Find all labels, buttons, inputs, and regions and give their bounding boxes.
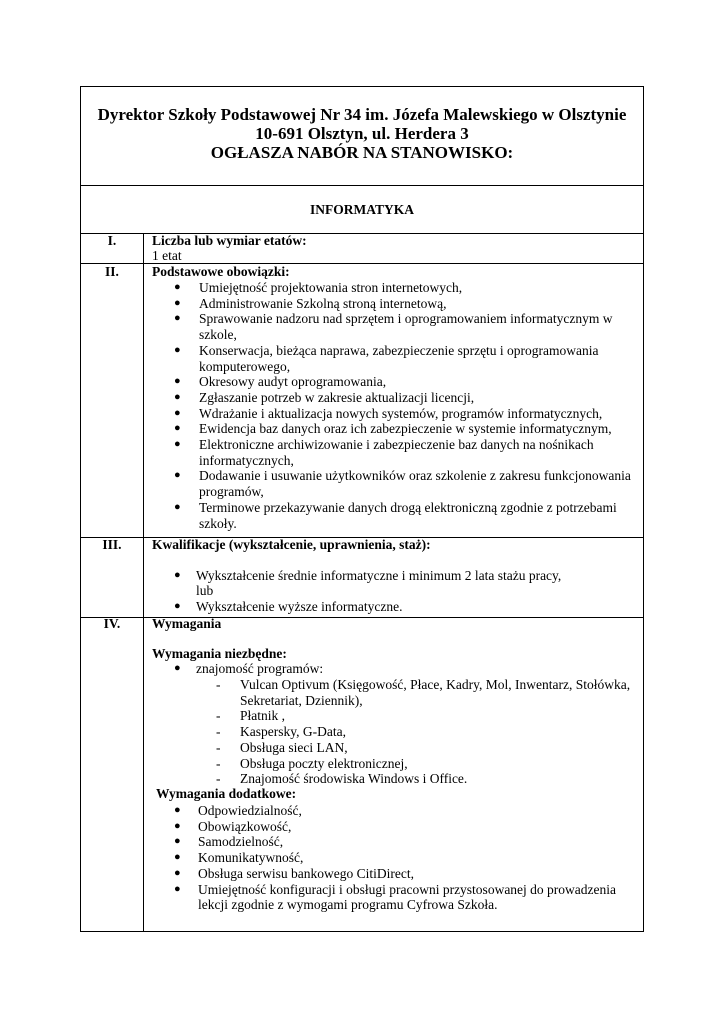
list-item: Obsługa serwisu bankowego CitiDirect,: [198, 865, 414, 881]
bullet-icon: ●: [174, 851, 181, 864]
section-title: Wymagania: [152, 616, 222, 631]
section-number: I.: [107, 233, 117, 248]
list-item: Terminowe przekazywanie danych drogą elektroniczną zgodnie z potrzebami: [199, 499, 617, 515]
program-item: Kaspersky, G-Data,: [240, 724, 346, 740]
header-school: Dyrektor Szkoły Podstawowej Nr 34 im. Józefa Malewskiego w Olsztynie: [97, 105, 627, 124]
list-item: Elektroniczne archiwizowanie i zabezpieczenie baz danych na nośnikach: [199, 437, 594, 452]
list-item: Zgłaszanie potrzeb w zakresie aktualizacji licencji,: [199, 389, 475, 405]
list-item: Dodawanie i usuwanie użytkowników oraz szkolenie z zakresu funkcjonowania: [199, 468, 631, 484]
section-title: Podstawowe obowiązki:: [152, 264, 290, 279]
list-item: Wykształcenie średnie informatyczne i minimum 2 lata stażu pracy,: [196, 568, 562, 583]
bullet-icon: ●: [174, 375, 181, 388]
bullet-icon: ●: [174, 281, 181, 293]
program-item: Obsługa sieci LAN,: [240, 739, 348, 755]
list-item: znajomość programów:: [196, 661, 324, 676]
bullet-icon: ●: [174, 569, 181, 581]
dash-icon: -: [216, 708, 221, 724]
list-item: Umiejętność projektowania stron internetowych,: [199, 280, 463, 295]
list-item: Konserwacja, bieżąca naprawa, zabezpieczenie sprzętu i oprogramowania: [199, 342, 599, 358]
program-item: Płatnik ,: [240, 708, 286, 724]
bullet-icon: ●: [174, 804, 181, 816]
list-item: Obowiązkowość,: [198, 818, 292, 834]
header-address: 10-691 Olsztyn, ul. Herdera 3: [255, 124, 469, 143]
section-number: IV.: [103, 616, 121, 631]
list-item: Administrowanie Szkolną stroną internetową,: [199, 295, 447, 311]
bullet-icon: ●: [174, 662, 181, 674]
bullet-icon: ●: [174, 390, 181, 403]
bullet-icon: ●: [174, 406, 181, 419]
list-item: Komunikatywność,: [198, 850, 304, 866]
bullet-icon: ●: [174, 469, 181, 482]
bullet-icon: ●: [174, 422, 181, 435]
list-item: programów,: [199, 484, 264, 500]
dash-icon: -: [216, 739, 221, 755]
list-item: Odpowiedzialność,: [198, 803, 302, 818]
bullet-icon: ●: [174, 835, 181, 848]
header-announcement: OGŁASZA NABÓR NA STANOWISKO:: [210, 143, 514, 162]
subsection-title: Wymagania niezbędne:: [152, 646, 287, 661]
program-item: Sekretariat, Dziennik),: [240, 692, 363, 708]
list-item: Sprawowanie nadzoru nad sprzętem i oprogramowaniem informatycznym w: [199, 311, 613, 327]
dash-icon: -: [216, 771, 221, 787]
bullet-icon: ●: [174, 438, 181, 450]
list-item: Okresowy audyt oprogramowania,: [199, 374, 387, 390]
etat-value: 1 etat: [152, 248, 182, 263]
list-item: Wykształcenie wyższe informatyczne.: [196, 599, 403, 614]
list-item: komputerowego,: [199, 358, 291, 374]
section-title: Kwalifikacje (wykształcenie, uprawnienia, staż):: [152, 537, 431, 552]
column-divider: [143, 233, 144, 931]
header: [80, 106, 644, 176]
divider: [81, 185, 643, 186]
dash-icon: -: [216, 755, 221, 771]
section-title: Liczba lub wymiar etatów:: [152, 233, 307, 248]
or-label: lub: [196, 583, 214, 598]
subsection-title: Wymagania dodatkowe:: [156, 786, 297, 801]
section-number: II.: [105, 264, 119, 279]
list-item: Wdrażanie i aktualizacja nowych systemów, programów informatycznych,: [199, 405, 603, 421]
program-item: Znajomość środowiska Windows i Office.: [240, 771, 468, 787]
position-title: INFORMATYKA: [310, 202, 414, 217]
section-number: III.: [102, 537, 122, 552]
list-item: Umiejętność konfiguracji i obsługi pracowni przystosowanej do prowadzenia: [198, 881, 617, 897]
list-item: szkole,: [199, 327, 237, 343]
bullet-icon: ●: [174, 819, 181, 832]
list-item: Samodzielność,: [198, 834, 284, 850]
bullet-icon: ●: [174, 500, 181, 513]
bullet-icon: ●: [174, 600, 181, 612]
program-item: Obsługa poczty elektronicznej,: [240, 755, 408, 771]
list-item: informatycznych,: [199, 452, 294, 468]
bullet-icon: ●: [174, 296, 181, 309]
dash-icon: -: [216, 724, 221, 740]
bullet-icon: ●: [174, 343, 181, 356]
list-item: szkoły.: [199, 515, 237, 531]
program-item: Vulcan Optivum (Księgowość, Płace, Kadry, Mol, Inwentarz, Stołówka,: [240, 677, 631, 692]
bullet-icon: ●: [174, 866, 181, 879]
dash-icon: -: [216, 677, 221, 692]
list-item: Ewidencja baz danych oraz ich zabezpieczenie w systemie informatycznym,: [199, 421, 612, 437]
bullet-icon: ●: [174, 882, 181, 895]
bullet-icon: ●: [174, 312, 181, 325]
list-item: lekcji zgodnie z wymogami programu Cyfrowa Szkoła.: [198, 897, 498, 913]
